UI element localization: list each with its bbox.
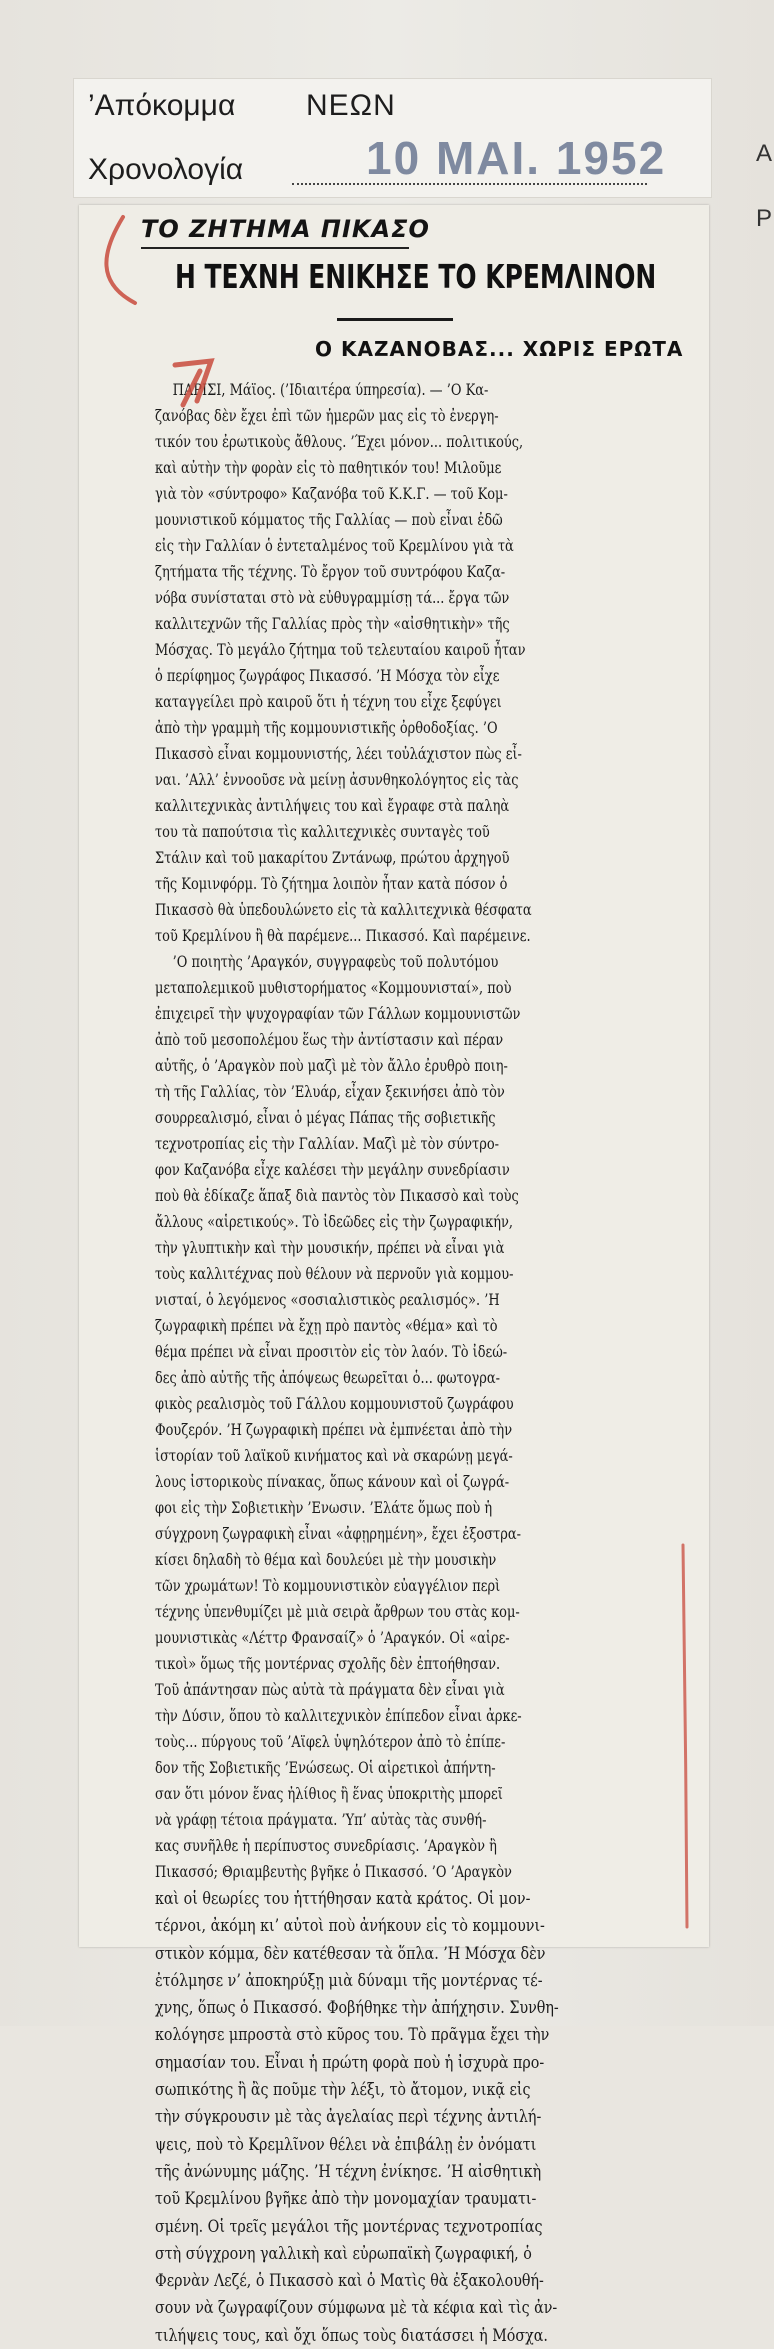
article-line: Φουζερόν. ’Η ζωγραφικὴ πρέπει νὰ ἐμπνέεται ἀπὸ τὴν [155,1420,513,1439]
article-line: τὴν σύγκρουσιν μὲ τὰς ἀγελαίας περὶ τέχνης ἀντιλή- [155,2106,542,2127]
article-line: λους ἱστορικοὺς πίνακας, ὅπως κάνουν καὶ οἱ ζωγρά- [155,1472,510,1491]
newspaper-name: ΝΕΩΝ [306,89,396,122]
article-line: σμένη. Οἱ τρεῖς μεγάλοι τῆς μοντέρνας τεχνοτροπίας [155,2215,543,2236]
article-line: σαν ὅτι μόνον ἕνας ἠλίθιος ἢ ἕνας ὑποκριτὴς μπορεῖ [155,1784,503,1803]
article-line: τῶν χρωμάτων! Τὸ κομμουνιστικὸν εὐαγγέλιον περὶ [155,1576,501,1595]
article-line: νὰ γράφῃ τέτοια πράγματα. ’Υπ’ αὐτὰς τὰς συνθή- [155,1810,487,1829]
article-line: νόβα συνίσταται στὸ νὰ εὐθυγραμμίσῃ τά... ἔργα τῶν [155,588,510,607]
article-line: τὴ τῆς Γαλλίας, τὸν ’Ελυάρ, εἶχαν ξεκινήσει ἀπὸ τὸν [155,1082,505,1101]
red-margin-line [683,1545,687,1927]
article-body [155,377,679,2349]
article-line: μεταπολεμικοῦ μυθιστορήματος «Κομμουνισταί», ποὺ [155,978,512,997]
article-line: τοὺς καλλιτέχνας ποὺ θέλουν νὰ περνοῦν γιὰ κομμου- [155,1264,514,1283]
article-line: τὴν γλυπτικὴν καὶ τὴν μουσικήν, πρέπει νὰ εἶναι γιὰ [155,1238,505,1257]
article-line: τοῦ Κρεμλίνου ἢ θὰ παρέμενε... Πικασσό. Καὶ παρέμεινε. [155,926,531,945]
article-line: ποὺ θὰ ἐδίκαζε ἅπαξ διὰ παντὸς τὸν Πικασσὸ καὶ τοὺς [155,1186,519,1205]
article-line: τοὺς... πύργους τοῦ ’Αϊφελ ὑψηλότερον ἀπὸ τὸ ἐπίπε- [155,1732,506,1751]
date-stamp: 10 ΜΑΙ. 1952 [366,132,667,184]
article-line: δες ἀπὸ αὐτῆς τῆς ἀπόψεως θεωρεῖται ὁ... φωτογρα- [155,1368,500,1387]
article-line: ψεις, ποὺ τὸ Κρεμλῖνον θέλει νὰ ἐπιβάλῃ ἐν ὀνόματι [155,2133,537,2154]
archive-stamp [73,78,712,198]
article-line: ἀπὸ τὴν γραμμὴ τῆς κομμουνιστικῆς ὀρθοδοξίας. ’Ο [155,718,498,737]
article-line: σουρρεαλισμό, εἶναι ὁ μέγας Πάπας τῆς σοβιετικῆς [155,1108,496,1127]
article-line: φον Καζανόβα εἶχε καλέσει τὴν μεγάλην συνεδρίασιν [155,1160,510,1179]
article-line: τοῦ Κρεμλίνου βγῆκε ἀπὸ τὴν μονομαχίαν τραυματι- [155,2188,537,2209]
article-line: σημασίαν του. Εἶναι ἡ πρώτη φορὰ ποὺ ἡ ἰσχυρὰ προ- [155,2051,545,2072]
article-line: εἰς τὴν Γαλλίαν ὁ ἐντεταλμένος τοῦ Κρεμλίνου γιὰ τὰ [155,536,514,555]
article-line: αὐτῆς, ὁ ’Αραγκὸν ποὺ μαζὶ μὲ τὸν ἄλλο ἐρυθρὸ ποιη- [155,1056,508,1075]
article-line: ζωγραφικὴ πρέπει νὰ ἔχῃ πρὸ παντὸς «θέμα» καὶ τὸ [155,1316,498,1335]
article-line: θέμα πρέπει νὰ εἶναι προσιτὸν εἰς τὸν λαόν. Τὸ ἰδεώ- [155,1342,508,1361]
article-line: καὶ οἱ θεωρίες του ἡττήθησαν κατὰ κράτος. Οἱ μον- [155,1888,531,1908]
article-line: τεχνοτροπίας εἰς τὴν Γαλλίαν. Μαζὶ μὲ τὸν σύντρο- [155,1134,499,1153]
article-line: τὴν Δύσιν, ὅπου τὸ καλλιτεχνικὸν ἐπίπεδον εἶναι ἀρκε- [155,1706,522,1725]
kicker-rule [141,247,409,249]
article-line: μουνιστικοῦ κόμματος τῆς Γαλλίας — ποὺ εἶναι ἐδῶ [155,510,503,529]
article-line: τῆς Κομινφόρμ. Τὸ ζήτημα λοιπὸν ἦταν κατὰ πόσον ὁ [155,874,508,893]
article-line: γιὰ τὸν «σύντροφο» Καζανόβα τοῦ Κ.Κ.Γ. — τοῦ Κομ- [155,484,508,503]
article-line: φικὸς ρεαλισμὸς τοῦ Γάλλου κομμουνιστοῦ ζωγράφου [155,1394,514,1413]
article-line: καταγγείλει πρὸ καιροῦ ὅτι ἡ τέχνη του εἶχε ξεφύγει [155,692,502,711]
article-line: σουν νὰ ζωγραφίζουν σύμφωνα μὲ τὰ κέφια καὶ τὶς ἀν- [155,2297,558,2318]
article-line: καὶ αὐτὴν τὴν φορὰν εἰς τὸ παθητικόν του! Μιλοῦμε [155,458,502,477]
article-line: σωπικότης ἢ ἂς ποῦμε τὴν λέξι, τὸ ἄτομον, νικᾷ εἰς [155,2079,531,2100]
article-kicker: ΤΟ ΖΗΤΗΜΑ ΠΙΚΑΣΟ [141,215,430,243]
article-line: νισταί, ὁ λεγόμενος «σοσιαλιστικὸς ρεαλισμός». ’Η [155,1290,500,1309]
article-line: Στάλιν καὶ τοῦ μακαρίτου Ζντάνωφ, πρώτου ἀρχηγοῦ [155,848,510,867]
article-line: ναι. ’Αλλ’ ἐννοοῦσε νὰ μείνῃ ἀσυνθηκολόγητος εἰς τὰς [155,770,519,789]
article-line: τῆς ἀνώνυμης μάζης. ’Η τέχνη ἐνίκησε. ’Η αἰσθητικὴ [155,2160,542,2181]
article-line: χνης, ὅπως ὁ Πικασσό. Φοβήθηκε τὴν ἀπήχησιν. Συνθη- [155,1997,559,2018]
article-line: ζανόβας δὲν ἔχει ἐπὶ τῶν ἡμερῶν μας εἰς τὸ ἐνεργη- [155,406,499,425]
article-line: ὁ περίφημος ζωγράφος Πικασσό. ’Η Μόσχα τὸν εἶχε [155,666,500,685]
article-line: καλλιτεχνικὰς ἀντιλήψεις του καὶ ἔγραφε στὰ παληὰ [155,796,510,815]
article-line: στικὸν κόμμα, δὲν κατέθεσαν τὰ ὅπλα. ’Η Μόσχα δὲν [155,1942,546,1963]
article-line: Μόσχας. Τὸ μεγάλο ζήτημα τοῦ τελευταίου καιροῦ ἦταν [155,640,526,659]
article-line: Πικασσό; Θριαμβευτὴς βγῆκε ὁ Πικασσό. ’Ο ’Αραγκὸν [155,1862,512,1881]
article-line: σύγχρονη ζωγραφικὴ εἶναι «ἀφῃρημένη», ἔχει ἐξοστρα- [155,1524,521,1543]
article-line: ’Ο ποιητὴς ’Αραγκόν, συγγραφεὺς τοῦ πολυτόμου [172,952,499,971]
clipping-label: ’Απόκομμα [88,89,236,122]
article-line: ΠΑΡΙΣΙ, Μάϊος. (’Ιδιαιτέρα ύπηρεσία). — ’Ο Κα- [172,380,489,399]
red-bracket-mark [106,217,135,303]
article-line: Πικασσὸ θὰ ὑπεδουλώνετο εἰς τὰ καλλιτεχνικὰ θέσφατα [155,900,532,919]
article-subhead: Ο ΚΑΖΑΝΟΒΑΣ... ΧΩΡΙΣ ΕΡΩΤΑ [315,337,684,361]
article-line: ἐτόλμησε ν’ ἀποκηρύξῃ μιὰ δύναμι τῆς μοντέρνας τέ- [155,1969,543,1990]
headline-rule [337,318,453,321]
article-line: τικοὶ» ὅμως τῆς μοντέρνας σχολῆς δὲν ἐπτοήθησαν. [155,1654,501,1673]
article-line: ἐπιχειρεῖ τὴν ψυχογραφίαν τῶν Γάλλων κομμουνιστῶν [155,1004,521,1023]
side-letter: A [756,140,773,167]
article-line: ἀπὸ τοῦ μεσοπολέμου ἕως τὴν ἀντίστασιν καὶ πέραν [155,1030,504,1049]
article-line: ἱστορίαν τοῦ λαϊκοῦ κινήματος καὶ νὰ σκαρώνῃ μεγά- [155,1446,513,1465]
article-line: στὴ σύγχρονη γαλλικὴ καὶ εὐρωπαϊκὴ ζωγραφική, ὁ [155,2242,532,2263]
article-line: τέχνης ὑπενθυμίζει μὲ μιὰ σειρὰ ἄρθρων του στὰς κομ- [155,1602,520,1621]
article-line: μουνιστικὰς «Λέττρ Φρανσαίζ» ὁ ’Αραγκόν. Οἱ «αἱρε- [155,1628,510,1647]
article-line: κολόγησε μπροστὰ στὸ κῦρος του. Τὸ πρᾶγμα ἔχει τὴν [155,2024,550,2045]
date-label: Χρονολογία [88,153,244,186]
article-line: φοι εἰς τὴν Σοβιετικὴν ’Ενωσιν. ’Ελάτε ὅμως ποὺ ἡ [155,1498,493,1517]
article-line: Φερνὰν Λεζέ, ὁ Πικασσὸ καὶ ὁ Ματὶς θὰ ἐξακολουθή- [155,2270,544,2291]
article-headline: Η ΤΕΧΝΗ ΕΝΙΚΗΣΕ ΤΟ ΚΡΕΜΛΙΝΟΝ [175,257,657,296]
article-line: τιλήψεις τους, καὶ ὄχι ὅπως τοὺς διατάσσει ἡ Μόσχα. [155,2324,548,2345]
article-line: δον τῆς Σοβιετικῆς ’Ενώσεως. Οἱ αἱρετικοὶ ἀπήντη- [155,1758,496,1777]
article-line: ἄλλους «αἱρετικούς». Τὸ ἰδεῶδες εἰς τὴν ζωγραφικήν, [155,1212,513,1231]
article-line: τικόν του ἐρωτικοὺς ἄθλους. ’Έχει μόνον... πολιτικούς, [155,432,524,451]
article-line: ζητήματα τῆς τέχνης. Τὸ ἔργον τοῦ συντρόφου Καζα- [155,562,506,581]
article-line: του τὰ παπούτσια τὶς καλλιτεχνικὲς συνταγὲς τοῦ [155,822,490,841]
article-line: Τοῦ ἀπάντησαν πὼς αὐτὰ τὰ πράγματα δὲν εἶναι γιὰ [155,1680,505,1699]
side-letter: P [756,205,773,232]
article-line: Πικασσὸ εἶναι κομμουνιστής, λέει τοὐλάχιστον πὼς εἶ- [155,744,522,763]
article-line: κίσει δηλαδὴ τὸ θέμα καὶ δουλεύει μὲ τὴν μουσικὴν [155,1550,497,1569]
article-line: καλλιτεχνῶν τῆς Γαλλίας πρὸς τὴν «αἰσθητικὴν» τῆς [155,614,510,633]
newspaper-clipping [79,205,709,2345]
article-line: κας συνῆλθε ἡ περίπυστος συνεδρίασις. ’Αραγκὸν ἢ [155,1836,497,1855]
article-line: τέρνοι, ἀκόμη κι’ αὐτοὶ ποὺ ἀνήκουν εἰς τὸ κομμουνι- [155,1915,545,1936]
